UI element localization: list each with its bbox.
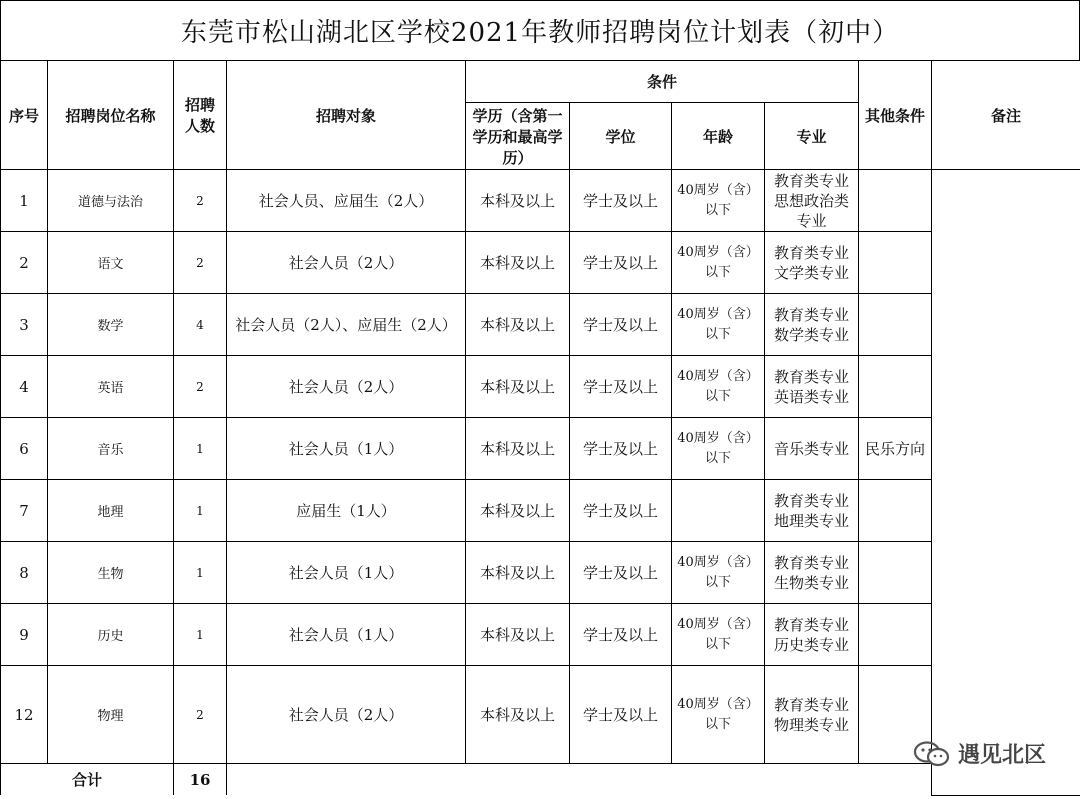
cell-position: 物理 xyxy=(48,666,174,764)
cell-count: 1 xyxy=(174,542,227,604)
total-label: 合计 xyxy=(1,764,174,796)
cell-education: 本科及以上 xyxy=(466,418,570,480)
cell-degree: 学士及以上 xyxy=(570,480,672,542)
cell-no: 9 xyxy=(1,604,48,666)
table-row xyxy=(1,356,1080,418)
cell-target: 社会人员（1人） xyxy=(227,604,466,666)
header-target: 招聘对象 xyxy=(227,61,466,170)
cell-position: 英语 xyxy=(48,356,174,418)
recruitment-table xyxy=(0,60,1080,796)
cell-other xyxy=(859,232,932,294)
cell-target: 社会人员、应届生（2人） xyxy=(227,170,466,232)
table-row xyxy=(1,170,1080,232)
table-row xyxy=(1,480,1080,542)
cell-degree: 学士及以上 xyxy=(570,232,672,294)
cell-remarks xyxy=(932,170,1080,796)
cell-count: 2 xyxy=(174,170,227,232)
wechat-icon xyxy=(912,740,952,768)
cell-position: 语文 xyxy=(48,232,174,294)
table-row xyxy=(1,604,1080,666)
cell-education: 本科及以上 xyxy=(466,170,570,232)
watermark xyxy=(912,738,1046,769)
cell-target: 社会人员（2人） xyxy=(227,232,466,294)
cell-target: 应届生（1人） xyxy=(227,480,466,542)
cell-count: 2 xyxy=(174,232,227,294)
header-no: 序号 xyxy=(1,61,48,170)
cell-target: 社会人员（1人） xyxy=(227,418,466,480)
header-other: 其他条件 xyxy=(859,61,932,170)
cell-target: 社会人员（2人） xyxy=(227,666,466,764)
cell-position: 数学 xyxy=(48,294,174,356)
cell-major: 教育类专业生物类专业 xyxy=(765,542,859,604)
table-row xyxy=(1,294,1080,356)
cell-education: 本科及以上 xyxy=(466,356,570,418)
cell-other xyxy=(859,356,932,418)
cell-no: 2 xyxy=(1,232,48,294)
header-count: 招聘人数 xyxy=(174,61,227,170)
cell-count: 1 xyxy=(174,480,227,542)
cell-major: 教育类专业文学类专业 xyxy=(765,232,859,294)
cell-major: 教育类专业地理类专业 xyxy=(765,480,859,542)
cell-degree: 学士及以上 xyxy=(570,542,672,604)
cell-count: 2 xyxy=(174,356,227,418)
header-age: 年龄 xyxy=(672,103,765,170)
cell-major: 教育类专业历史类专业 xyxy=(765,604,859,666)
cell-other xyxy=(859,294,932,356)
cell-other xyxy=(859,542,932,604)
cell-degree: 学士及以上 xyxy=(570,418,672,480)
cell-position: 道德与法治 xyxy=(48,170,174,232)
cell-age: 40周岁（含）以下 xyxy=(672,604,765,666)
cell-no: 3 xyxy=(1,294,48,356)
cell-degree: 学士及以上 xyxy=(570,294,672,356)
cell-no: 7 xyxy=(1,480,48,542)
header-position: 招聘岗位名称 xyxy=(48,61,174,170)
cell-degree: 学士及以上 xyxy=(570,604,672,666)
table-row xyxy=(1,232,1080,294)
cell-major: 教育类专业思想政治类专业 xyxy=(765,170,859,232)
cell-major: 教育类专业物理类专业 xyxy=(765,666,859,764)
cell-major: 教育类专业英语类专业 xyxy=(765,356,859,418)
cell-education: 本科及以上 xyxy=(466,604,570,666)
cell-no: 1 xyxy=(1,170,48,232)
cell-other xyxy=(859,170,932,232)
cell-no: 12 xyxy=(1,666,48,764)
cell-education: 本科及以上 xyxy=(466,232,570,294)
cell-education: 本科及以上 xyxy=(466,294,570,356)
sheet-title: 东莞市松山湖北区学校2021年教师招聘岗位计划表（初中） xyxy=(0,0,1080,61)
cell-target: 社会人员（1人） xyxy=(227,542,466,604)
table-row xyxy=(1,542,1080,604)
table-row xyxy=(1,418,1080,480)
cell-age: 40周岁（含）以下 xyxy=(672,418,765,480)
header-degree: 学位 xyxy=(570,103,672,170)
cell-age: 40周岁（含）以下 xyxy=(672,232,765,294)
cell-degree: 学士及以上 xyxy=(570,666,672,764)
cell-count: 1 xyxy=(174,604,227,666)
cell-no: 4 xyxy=(1,356,48,418)
cell-major: 教育类专业数学类专业 xyxy=(765,294,859,356)
cell-count: 4 xyxy=(174,294,227,356)
cell-count: 1 xyxy=(174,418,227,480)
cell-age: 40周岁（含）以下 xyxy=(672,666,765,764)
cell-position: 地理 xyxy=(48,480,174,542)
cell-other xyxy=(859,604,932,666)
cell-target: 社会人员（2人） xyxy=(227,356,466,418)
header-major: 专业 xyxy=(765,103,859,170)
total-blank xyxy=(227,764,932,796)
cell-age: 40周岁（含）以下 xyxy=(672,356,765,418)
header-remarks: 备注 xyxy=(932,61,1080,170)
header-education: 学历（含第一学历和最高学历） xyxy=(466,103,570,170)
cell-no: 6 xyxy=(1,418,48,480)
watermark-text: 遇见北区 xyxy=(957,743,1046,768)
cell-age: 40周岁（含）以下 xyxy=(672,542,765,604)
cell-education: 本科及以上 xyxy=(466,666,570,764)
cell-degree: 学士及以上 xyxy=(570,356,672,418)
header-conditions: 条件 xyxy=(466,61,859,103)
cell-other xyxy=(859,480,932,542)
cell-age: 40周岁（含）以下 xyxy=(672,170,765,232)
cell-major: 音乐类专业 xyxy=(765,418,859,480)
total-count: 16 xyxy=(174,764,227,796)
cell-degree: 学士及以上 xyxy=(570,170,672,232)
cell-age xyxy=(672,480,765,542)
cell-education: 本科及以上 xyxy=(466,542,570,604)
cell-education: 本科及以上 xyxy=(466,480,570,542)
cell-position: 历史 xyxy=(48,604,174,666)
cell-position: 音乐 xyxy=(48,418,174,480)
cell-position: 生物 xyxy=(48,542,174,604)
cell-no: 8 xyxy=(1,542,48,604)
cell-count: 2 xyxy=(174,666,227,764)
cell-age: 40周岁（含）以下 xyxy=(672,294,765,356)
table-body xyxy=(1,170,1080,796)
cell-other: 民乐方向 xyxy=(859,418,932,480)
cell-target: 社会人员（2人）、应届生（2人） xyxy=(227,294,466,356)
